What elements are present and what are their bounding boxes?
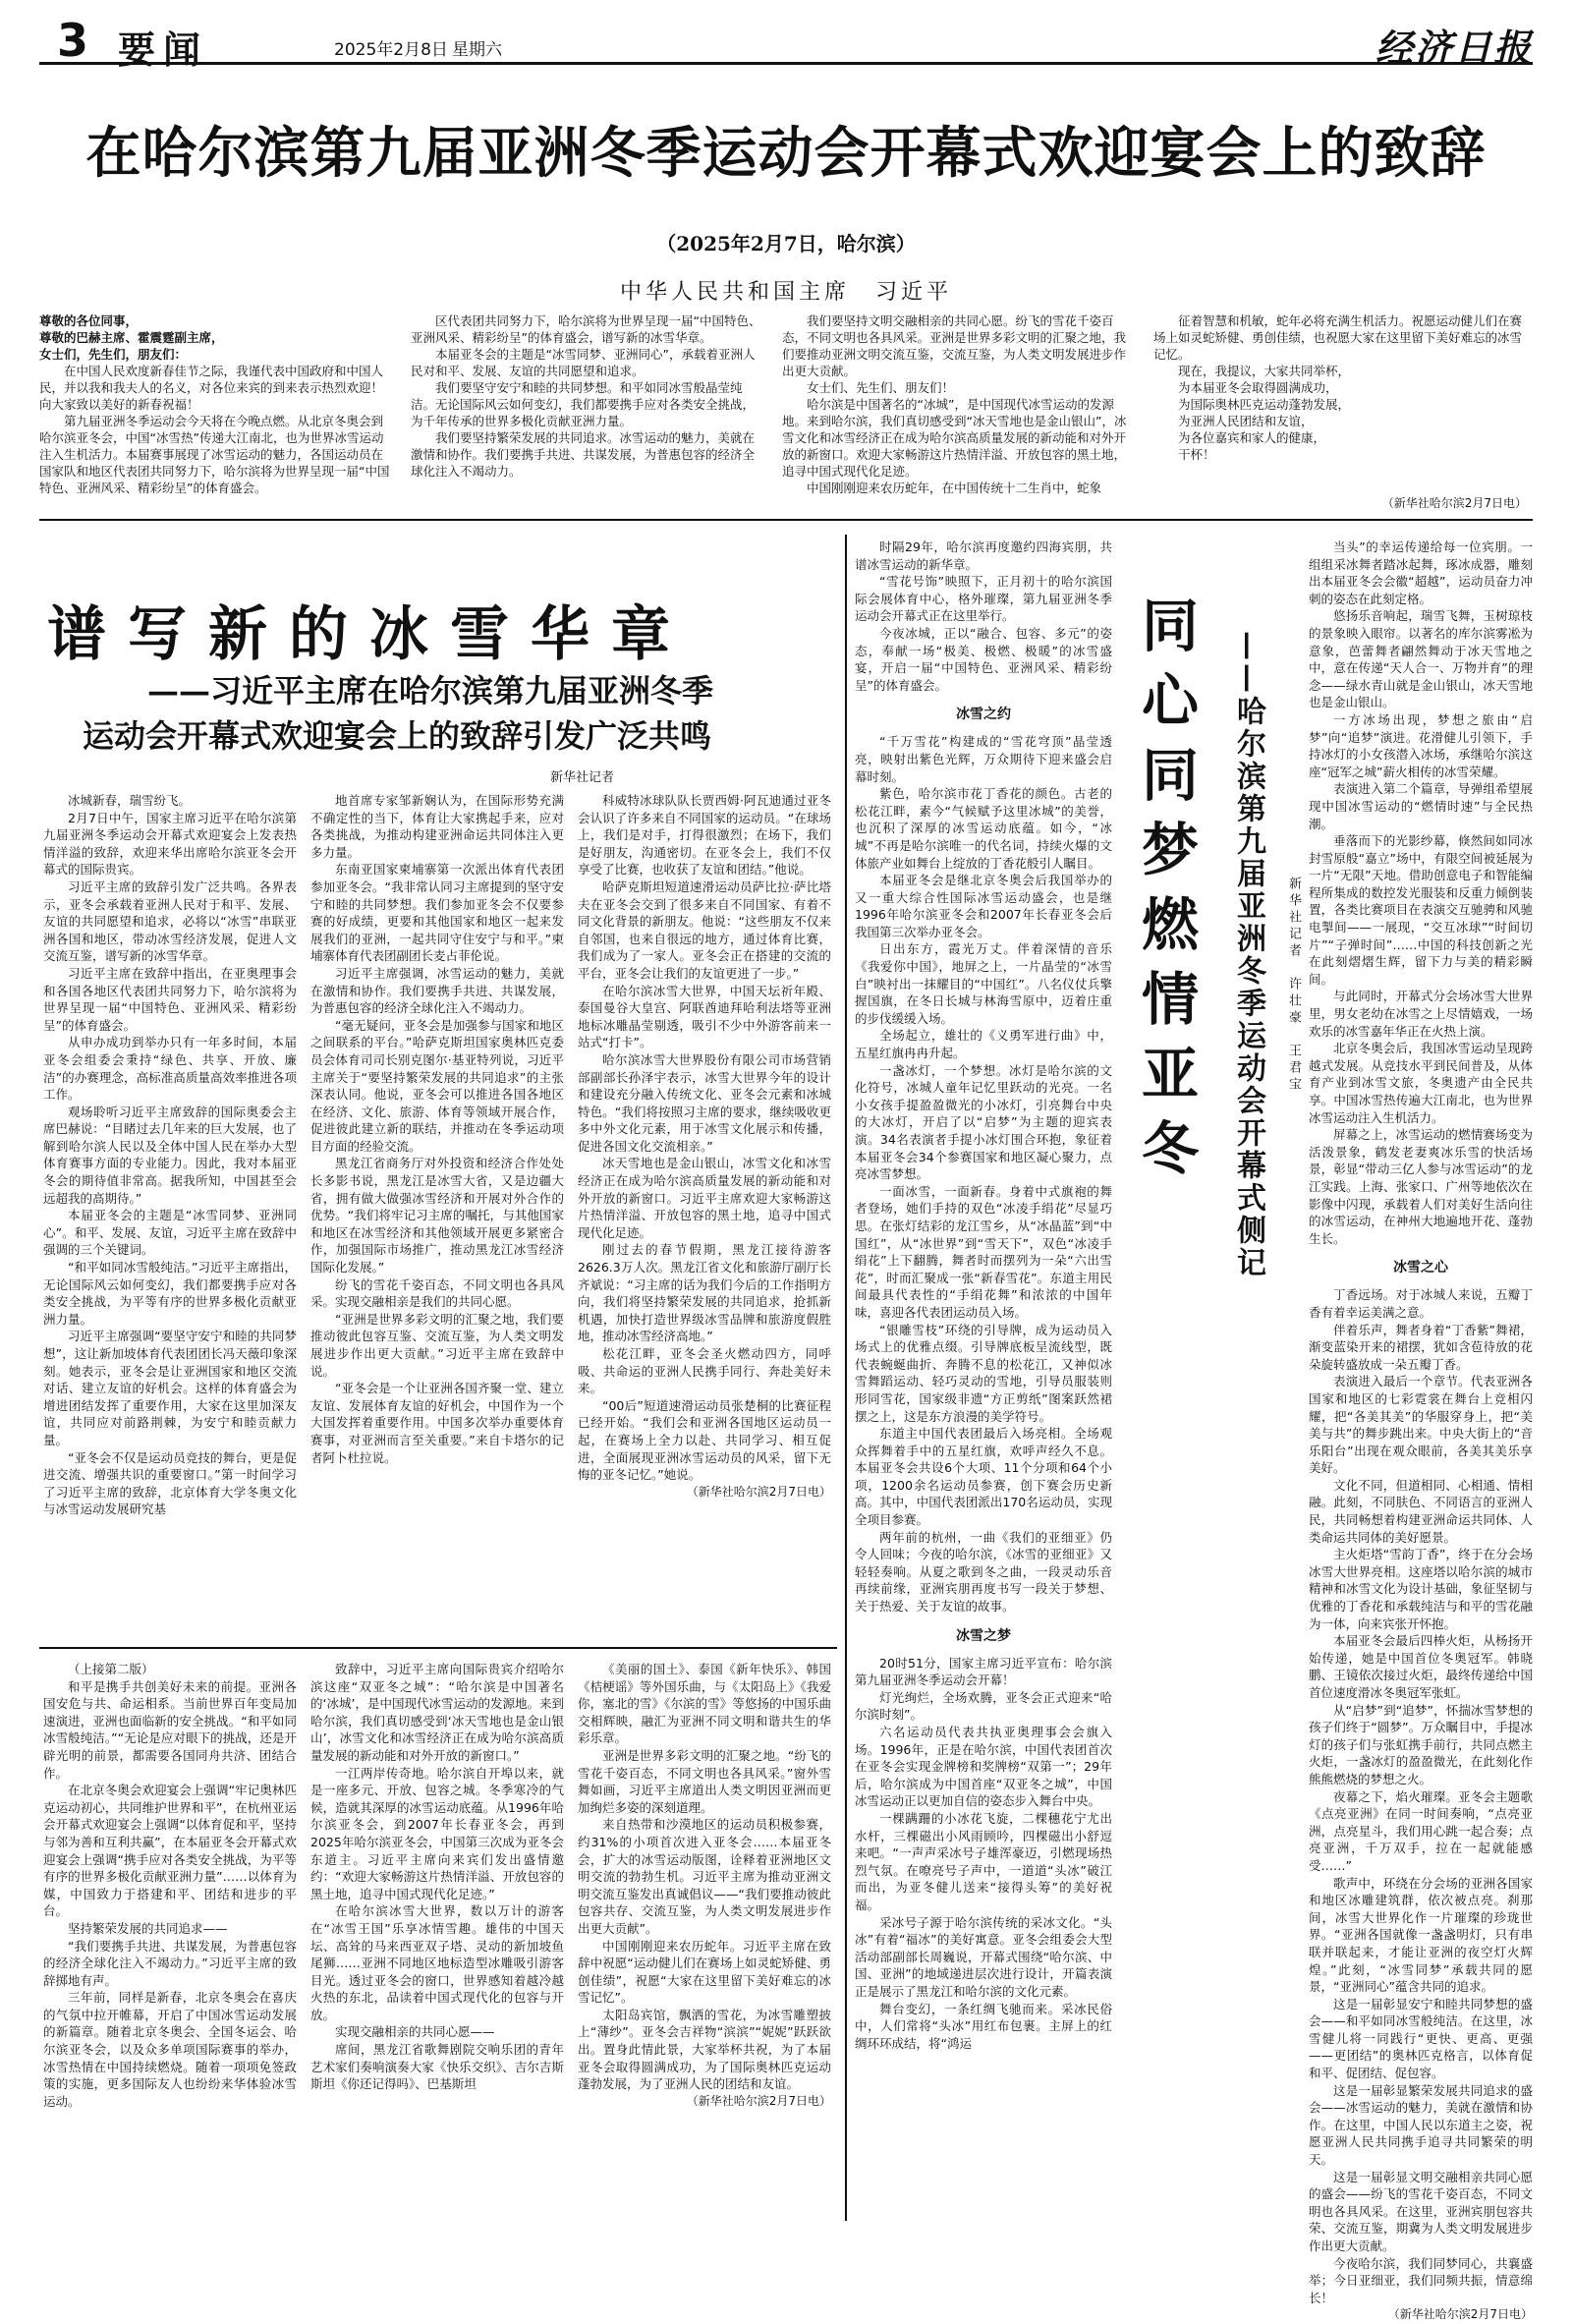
paragraph: 《美丽的国土》、泰国《新年快乐》、韩国《桔梗谣》等外国乐曲，与《太阳岛上》《我爱你，塞北的雪》《尔滨的雪》等悠扬的中国乐曲交相辉映，融汇为亚洲不同文明和谐共生的华彩乐章。 xyxy=(578,1662,831,1746)
paragraph: 哈尔滨是中国著名的“冰城”，是中国现代冰雪运动的发源地。来到哈尔滨，我们真切感受到“冰天雪地也是金山银山”，冰雪文化和冰雪经济正在成为哈尔滨高质量发展的新动能和对外开放的新窗口。欢迎大家畅游这片热情洋溢、开放包容的黑土地，追寻中国式现代化足迹。 xyxy=(782,397,1127,479)
paragraph: 为亚洲人民团结和友谊， xyxy=(1178,414,1314,428)
paragraph: 为本届亚冬会取得圆满成功， xyxy=(1178,380,1338,395)
salutation-line: 尊敬的各位同事， xyxy=(39,313,139,328)
speech-column-4 xyxy=(1153,312,1533,509)
speech-column-1 xyxy=(39,312,393,509)
paragraph: 当头”的幸运传递给每一位宾朋。一组组采冰舞者踏冰起舞，琢冰成器，雕刻出本届亚冬会会徽“超越”，运动员奋力冲刺的姿态在此刻定格。 xyxy=(1309,539,1533,606)
right-article-column-1 xyxy=(855,538,1112,2221)
paragraph: 松花江畔，亚冬会圣火燃动四方，同呼吸、共命运的亚洲人民携手同行、奔赴美好未来。 xyxy=(578,1346,831,1396)
paragraph: 为各位嘉宾和家人的健康， xyxy=(1178,430,1326,445)
paragraph: 实现交融相亲的共同心愿—— xyxy=(335,2024,495,2040)
continuation-column-1 xyxy=(43,1661,297,2217)
paragraph: 干杯！ xyxy=(1178,447,1215,462)
paragraph: 纷飞的雪花千姿百态，不同文明也各具风采。实现交融相亲是我们的共同心愿。 xyxy=(310,1276,564,1310)
paragraph: 今夜冰城，正以“融合、包容、多元”的姿态，奉献一场“极美、极燃、极暖”的冰雪盛宴，开启一届“中国特色、亚洲风采、精彩纷呈”的体育盛会。 xyxy=(855,625,1112,693)
paragraph: 一面冰雪，一面新春。身着中式旗袍的舞者登场，她们手持的双色“冰凌手绢花”尽显巧思。在张灯结彩的龙江雪乡，从“冰晶蓝”到“中国红”，从“冰世界”到“雪天下”，双色“冰凌手绢花”上下翻腾，舞者时而摆列为一朵“六出雪花”，时而汇聚成一张“新春雪花”。东道主用民间最具代表性的“手绢花舞”和浓浓的中国年味，喜迎各代表团运动员入场。 xyxy=(855,1183,1112,1320)
paragraph: 紫色，哈尔滨市花丁香花的颜色。古老的松花江畔，素今“气候赋予这里冰城”的美誉，也沉积了深厚的冰雪运动底蕴。如今，“冰城”不再是哈尔滨唯一的代名词，持续火爆的文体旅产业如舞台上绽放的丁香花般引人瞩目。 xyxy=(855,786,1112,871)
speech-subtitle: （2025年2月7日，哈尔滨） xyxy=(656,232,916,255)
paragraph: 歌声中，环绕在分会场的亚洲各国家和地区冰雕建筑群，依次被点亮。刹那间，冰雪大世界化作一片璀璨的珍珑世界。“亚洲各国就像一盏盏明灯，只有串联并联起来，才能让亚洲的夜空灯火辉煌。”此刻，“冰雪同梦”承载共同的愿景，“亚洲同心”蕴含共同的追求。 xyxy=(1309,1875,1533,1995)
paragraph: 我们要坚守安宁和睦的共同梦想。和平如同冰雪般晶莹纯洁。无论国际风云如何变幻，我们都要携手应对各类安全挑战，为千年传承的世界多极化贡献亚洲力量。 xyxy=(411,380,756,428)
paragraph: 我们要坚持繁荣发展的共同追求。冰雪运动的魅力，美就在激情和协作。我们要携手共进、共谋发展，为普惠包容的经济全球化注入不竭动力。 xyxy=(411,430,756,479)
paragraph: 20时51分，国家主席习近平宣布：哈尔滨第九届亚洲冬季运动会开幕！ xyxy=(855,1655,1112,1688)
speech-column-2 xyxy=(411,312,764,509)
salutation-line: 女士们，先生们，朋友们： xyxy=(39,347,188,362)
paragraph: 冰天雪地也是金山银山，冰雪文化和冰雪经济正在成为哈尔滨高质量发展的新动能和对外开放的新窗口。习近平主席欢迎大家畅游这片热情洋溢、开放包容的黑土地，追寻中国式现代化足迹。 xyxy=(578,1156,831,1240)
paragraph: 一盏冰灯，一个梦想。冰灯是哈尔滨的文化符号，冰城人童年记忆里跃动的光亮。一名小女孩手提盈盈微光的小冰灯，引亮舞台中央的大冰灯，开启了以“启梦”为主题的迎宾表演。34名表演者手提小冰灯围合环抱，象征着本届亚冬会34个参赛国家和地区凝心聚力，点亮冰雪梦想。 xyxy=(855,1062,1112,1182)
paragraph: 一方冰场出现，梦想之旅由“启梦”向“追梦”演进。花滑健儿引领下，手持冰灯的小女孩潜入冰场，承继哈尔滨这座“冠军之城”薪火相传的冰雪荣耀。 xyxy=(1309,711,1533,779)
paragraph: 本届亚冬会最后四棒火炬，从杨扬开始传递，她是中国首位冬奥冠军。韩晓鹏、王镜依次接过火炬，最终传递给中国首位速度滑冰冬奥冠军张虹。 xyxy=(1309,1633,1533,1700)
paragraph: 悠扬乐音响起，瑞雪飞舞，玉树琼枝的景象映入眼帘。以著名的库尔滨雾凇为意象，芭蕾舞者翩然舞动于冰天雪地之中，意在传递“天人合一、万物并育”的理念——绿水青山就是金山银山，冰天雪地也是金山银山。 xyxy=(1309,608,1533,710)
paragraph: 黑龙江省商务厅对外投资和经济合作处处长多影书说，黑龙江是冰雪大省，又是边疆大省，拥有做大做强冰雪经济和开展对外合作的优势。“我们将牢记习主席的嘱托，与其他国家和地区在冰雪经济和其他领域开展更多紧密合作，加强国际市场推广，推动黑龙江冰雪经济国际化发展。” xyxy=(310,1156,564,1275)
paragraph: 席间，黑龙江省歌舞剧院交响乐团的青年艺术家们奏响演奏大家《快乐交织》、吉尔吉斯斯坦《你还记得吗》、巴基斯坦 xyxy=(310,2042,564,2092)
speech-credit: （新华社哈尔滨2月7日电） xyxy=(1381,496,1527,510)
paragraph: 与此同时，开幕式分会场冰雪大世界里，男女老幼在冰雪之上尽情嬉戏，一场欢乐的冰雪嘉年华正在火热上演。 xyxy=(1309,989,1533,1039)
left-article-column-3 xyxy=(578,792,831,1635)
continuation-credit: （新华社哈尔滨2月7日电） xyxy=(686,2093,831,2108)
left-article-column-1 xyxy=(43,792,297,1635)
paragraph: “亚冬会不仅是运动员竞技的舞台，更是促进交流、增强共识的重要窗口。”第一时间学习了习近平主席的致辞，北京体育大学冬奥文化与冰雪运动发展研究基 xyxy=(43,1449,297,1517)
paragraph: 我们要坚持文明交融相亲的共同心愿。纷飞的雪花千姿百态，不同文明也各具风采。亚洲是世界多彩文明的汇聚之地，我们要推动亚洲文明交流互鉴，交流互鉴，为人类文明发展进步作出更大贡献。 xyxy=(782,313,1127,378)
paragraph: 日出东方，霞光万丈。伴着深情的音乐《我爱你中国》，地屏之上，一片晶莹的“冰雪白”映衬出一抹耀目的“中国红”。八名仪仗兵擎握国旗，在冬日长城与林海雪原中，迈着庄重的步伐缓缓入场。 xyxy=(855,941,1112,1026)
paragraph: “雪花号饰”映照下，正月初十的哈尔滨国际会展体育中心，格外璀璨，第九届亚洲冬季运动会开幕式正在这里举行。 xyxy=(855,574,1112,624)
left-article-column-2 xyxy=(310,792,564,1635)
paragraph: 坚持繁荣发展的共同追求—— xyxy=(68,1920,228,1936)
speech-title: 在哈尔滨第九届亚洲冬季运动会开幕式欢迎宴会上的致辞 xyxy=(85,122,1487,186)
section-subhead: 冰雪之梦 xyxy=(956,1627,1011,1644)
paragraph: 今夜哈尔滨，我们同梦同心，共襄盛举；今日亚细亚，我们同频共振，情意绵长！ xyxy=(1309,2255,1533,2305)
left-article-title: 谱写新的冰雪华章 xyxy=(47,600,692,669)
paragraph: 垂落而下的光影纱幕，倏然间如同冰封雪原般“嘉立”场中，有限空间被延展为一片“无限”天地。借助创意电子和智能编程所集成的数控发光服装和反重力倾倒装置，各类比赛项目在表演交互驰骋和风驰电掣间——一展现，“交互冰球”“时间切片”“子弹时间”……中国的科技创新之光在此刻熠熠生辉，留下力与美的精彩瞬间。 xyxy=(1309,833,1533,987)
paragraph: 现在，我提议，大家共同举杯， xyxy=(1178,364,1351,378)
paragraph: 全场起立，雄壮的《义勇军进行曲》中，五星红旗冉冉升起。 xyxy=(855,1028,1112,1061)
paragraph: 北京冬奥会后，我国冰雪运动呈现跨越式发展。从竞技水平到民间普及，从体育产业到冰雪文旅，冬奥遗产由全民共享。中国冰雪热传遍大江南北，也为世界冰雪运动注入生机活力。 xyxy=(1309,1041,1533,1125)
paragraph: 区代表团共同努力下，哈尔滨将为世界呈现一届“中国特色、亚洲风采、精彩纷呈”的体育盛会，谱写新的冰雪华章。 xyxy=(411,313,761,345)
page-number: 3 xyxy=(57,14,89,67)
paragraph: 哈尔滨冰雪大世界股份有限公司市场营销部副部长孙泽宇表示，冰雪大世界今年的设计和建设充分融入传统文化、亚冬会元素和冰城特色。“我们将按照习主席的要求，继续吸收更多中外文化元素，用于冰雪文化展示和传播，促进各国文化交流相亲。” xyxy=(578,1051,831,1154)
speech-column-3 xyxy=(782,312,1136,509)
speech-author: 中华人民共和国主席 习近平 xyxy=(619,280,952,305)
paragraph: 习近平主席强调，冰雪运动的魅力，美就在激情和协作。我们要携手共进、共谋发展，为普惠包容的经济全球化注入不竭动力。 xyxy=(310,965,564,1016)
paragraph: 地首席专家邹新娴认为，在国际形势充满不确定性的当下，体育让大家携起手来，应对各类挑战，为推动构建亚洲命运共同体注入更多力量。 xyxy=(310,793,564,860)
left-article-subtitle-line1: ——习近平主席在哈尔滨第九届亚洲冬季 xyxy=(147,672,714,709)
paragraph: 在北京冬奥会欢迎宴会上强调“牢记奥林匹克运动初心，共同维护世界和平”，在杭州亚运会开幕式欢迎宴会上强调“以体育促和平，坚持与邻为善和互利共赢”，在本届亚冬会开幕式欢迎宴会上强调“携手应对各类安全挑战，为平等有序的世界多极化贡献亚洲力量”……以体育为媒，中国致力于搭建和平、团结和进步的平台。 xyxy=(43,1783,297,1919)
paragraph: 在哈尔滨冰雪大世界，中国天坛祈年殿、泰国曼谷大皇宫、阿联酋迪拜哈利法塔等亚洲地标冰雕晶莹剔透，吸引不少中外游客前来一站式“打卡”。 xyxy=(578,983,831,1050)
paragraph: “和平如同冰雪般纯洁。”习近平主席指出，无论国际风云如何变幻，我们都要携手应对各类安全挑战，为平等有序的世界多极化贡献亚洲力量。 xyxy=(43,1260,297,1327)
paragraph: 这是一届彰显文明交融相亲共同心愿的盛会——纷飞的雪花千姿百态，不同文明也各具风采。在这里，亚洲宾朋包容共荣、交流互鉴，期冀为人类文明发展进步作出更大贡献。 xyxy=(1309,2169,1533,2253)
salutation-line: 尊敬的巴赫主席、霍震霆副主席， xyxy=(39,330,224,345)
paragraph: “千万雪花”构建成的“雪花穹顶”晶莹透亮，映射出紫色光辉，万众期待下迎来盛会启幕时刻。 xyxy=(855,734,1112,784)
paragraph: 在哈尔滨冰雪大世界，数以万计的游客在“冰雪王国”乐享冰情雪趣。雄伟的中国天坛、高耸的马来西亚双子塔、灵动的新加坡鱼尾狮……亚洲不同地区地标造型冰雕吸引游客目光。透过亚冬会的窗口，世界感知着越冷越火热的东北，品读着中国式现代化的包容与开放。 xyxy=(310,1903,564,2022)
right-article-subtitle: ——哈尔滨第九届亚洲冬季运动会开幕式侧记 xyxy=(1231,631,1265,1279)
continuation-column-3 xyxy=(578,1661,831,2217)
paragraph: 观场聆听习近平主席致辞的国际奥委会主席巴赫说：“目睹过去几年来的巨大发展，也了解到哈尔滨人民以及全体中国人民在举办大型体育赛事方面的专业能力。因此，我对本届亚冬会的期待值非常高。据我所知，中国甚至会远超我的高期待。” xyxy=(43,1104,297,1206)
paragraph: “银雕雪枝”环绕的引导牌，成为运动员入场式上的优雅点缀。引导牌底板呈流线型，既代表蜿蜒曲折、奔腾不息的松花江，又神似冰雪舞蹈运动、轻巧灵动的雪地，引导员服装则形同雪花，国家级非遗“方正剪纸”图案跃然裙摆之上，这是东方浪漫的美学符号。 xyxy=(855,1322,1112,1424)
paragraph: 一棵蹒跚的小冰花飞旋，二棵穗花宁尤出水杆，三棵磁出小风雨顾吟，四棵磁出小舒逗来吧。“一声声采冰号子雄浑豪迈，引燃现场热烈气氛。在嘹亮号子声中，一道道“头冰”破江而出，为亚冬健儿送来“接得头筹”的美好祝福。 xyxy=(855,1810,1112,1912)
paragraph: 2月7日中午，国家主席习近平在哈尔滨第九届亚洲冬季运动会开幕式欢迎宴会上发表热情洋溢的致辞，欢迎来华出席哈尔滨亚冬会开幕式的国际贵宾。 xyxy=(43,810,297,878)
paragraph: 夜幕之下，焰火璀璨。亚冬会主题歌《点亮亚洲》在同一时间奏响，“点亮亚洲，点亮星斗，我们用心跳一起合奏；点亮亚洲，千万双手，拉在一起就能感受……” xyxy=(1309,1788,1533,1873)
paragraph: 舞台变幻，一条红绸飞驰而来。采冰民俗中，人们常将“头冰”用红布包裹。主屏上的红绸环环成结，将“鸿运 xyxy=(855,2001,1112,2051)
newspaper-masthead: 经济日报 xyxy=(1375,26,1533,70)
paragraph: 为国际奥林匹克运动蓬勃发展， xyxy=(1178,397,1351,412)
left-article-bottom-rule xyxy=(39,1647,837,1649)
left-article-subtitle-line2: 运动会开幕式欢迎宴会上的致辞引发广泛共鸣 xyxy=(83,717,712,755)
section-subhead: 冰雪之心 xyxy=(1393,1260,1448,1276)
paragraph: “亚洲是世界多彩文明的汇聚之地，我们要推动彼此包容互鉴、交流互鉴，为人类文明发展进步作出更大贡献。”习近平主席在致辞中说。 xyxy=(310,1311,564,1379)
paragraph: 亚洲是世界多彩文明的汇聚之地。“纷飞的雪花千姿百态，不同文明也各具风采。”窗外雪舞如画，习近平主席道出人类文明因亚洲而更加绚烂多姿的深刻道理。 xyxy=(578,1747,831,1815)
paragraph: 本届亚冬会的主题是“冰雪同梦、亚洲同心”，承载着亚洲人民对和平、发展、友谊的共同愿望和追求。 xyxy=(411,347,756,378)
paragraph: 来自热带和沙漠地区的运动员积极参赛，约31%的小项首次进入亚冬会……本届亚冬会，扩大的冰雪运动版图，诠释着亚洲地区文明交流的勃勃生机。习近平主席为推动亚洲文明交流互鉴发出真诚倡议——“我们要推动彼此包容共存、交流互鉴，为人类文明发展进步作出更大贡献”。 xyxy=(578,1817,831,1936)
dateline-credit: （新华社哈尔滨2月7日电） xyxy=(1387,2307,1533,2322)
paragraph: 这是一届彰显繁荣发展共同追求的盛会——冰雪运动的魅力，美就在激情和协作。在这里，中国人民以东道主之姿，祝愿亚洲人民共同携手追寻共同繁荣的明天。 xyxy=(1309,2082,1533,2168)
column-divider xyxy=(845,535,847,2221)
paragraph: 征着智慧和机敏，蛇年必将充满生机活力。祝愿运动健儿们在赛场上如灵蛇矫健、勇创佳绩，也祝愿大家在这里留下美好难忘的冰雪记忆。 xyxy=(1153,313,1523,362)
right-article-credit: 新华社记者 许壮豪 王君宝 xyxy=(1286,877,1301,1094)
paragraph: 习近平主席强调“要坚守安宁和睦的共同梦想”，这让新加坡体育代表团团长冯天薇印象深刻。她表示，亚冬会是让亚洲国家和地区交流对话、建立友谊的好机会。这样的体育盛会为增进团结发挥了重要作用，大家在这里加深友谊，共同应对前路荆棘，为安宁和睦贡献力量。 xyxy=(43,1329,297,1447)
paragraph: 一江两岸传奇地。哈尔滨自开埠以来，就是一座多元、开放、包容之城。冬季寒冷的气候，造就其深厚的冰雪运动底蕴。从1996年哈尔滨亚冬会，到2007年长春亚冬会，再到2025年哈尔滨亚冬会，中国第三次成为亚冬会东道主。习近平主席向来宾们发出盛情邀约：“欢迎大家畅游这片热情洋溢、开放包容的黑土地，追寻中国式现代化足迹。” xyxy=(310,1765,564,1901)
paragraph: 和平是携手共创美好未来的前提。亚洲各国安危与共、命运相系。当前世界百年变局加速演进，亚洲也面临新的安全挑战。“和平如同冰雪般纯洁。”“无论是应对眼下的挑战，还是开辟光明的前景，都需要各国同舟共济、团结合作。 xyxy=(43,1678,297,1781)
paragraph: 第九届亚洲冬季运动会今天将在今晚点燃。从北京冬奥会到哈尔滨亚冬会，中国“冰雪热”传递大江南北，也为世界冰雪运动注入生机活力。本届赛事展现了冰雪运动的魅力，各国运动员在国家队和地区代表团共同努力下，哈尔滨将为世界呈现一届“中国特色、亚洲风采、精彩纷呈”的体育盛会。 xyxy=(39,414,390,495)
right-article-column-2 xyxy=(1309,538,1533,2322)
right-article-title: 同心同梦燃情亚冬 xyxy=(1132,595,1199,1193)
continuation-column-2 xyxy=(310,1661,564,2217)
paragraph: 本届亚冬会是继北京冬奥会后我国举办的又一重大综合性国际冰雪运动盛会，也是继1996年哈尔滨亚冬会和2007年长春亚冬会后我国第三次举办亚冬会。 xyxy=(855,873,1112,939)
paragraph: 屏幕之上，冰雪运动的燃情赛场变为活泼景象，鹤发老妻爽冰乐雪的快活场景，彰显“带动三亿人参与冰雪运动”的龙江实践。上海、张家口、广州等地依次在影像中闪现，承载着人们对美好生活向往的冰雪运动，在神州大地遍地开花、蓬勃生长。 xyxy=(1309,1127,1533,1246)
paragraph: 致辞中，习近平主席向国际贵宾介绍哈尔滨这座“双亚冬之城”：“哈尔滨是中国著名的‘冰城’，是中国现代冰雪运动的发源地。来到哈尔滨，我们真切感受到‘冰天雪地也是金山银山’，冰雪文化和冰雪经济正在成为哈尔滨高质量发展的新动能和对外开放的新窗口。” xyxy=(310,1662,564,1763)
left-article-credit: 新华社记者 xyxy=(550,770,615,785)
dateline-credit: （新华社哈尔滨2月7日电） xyxy=(686,1484,831,1499)
paragraph: “00后”短道速滑运动员张楚桐的比赛征程已经开始。“我们会和亚洲各国地区运动员一起，在赛场上全力以赴、共同学习、相互促进，全面展现亚洲冰雪运动员的风采，留下无悔的亚冬记忆。”她说。 xyxy=(578,1397,831,1483)
paragraph: 东道主中国代表团最后入场亮相。全场观众挥舞着手中的五星红旗，欢呼声经久不息。本届亚冬会共设6个大项、11个分项和64个小项，1200余名运动员参赛，创下赛会历史新高。其中，中国代表团派出170名运动员，实现全项目参赛。 xyxy=(855,1426,1112,1528)
paragraph: 主火炬塔“雪韵丁香”，终于在分会场冰雪大世界亮相。这座塔以哈尔滨的城市精神和冰雪文化为设计基础，象征坚韧与优雅的丁香花和承载纯洁与和平的雪花融为一体，向来宾张开怀抱。 xyxy=(1309,1547,1533,1631)
paragraph: 中国刚刚迎来农历蛇年，在中国传统十二生肖中，蛇象 xyxy=(807,481,1102,495)
paragraph: “亚冬会是一个让亚洲各国齐聚一堂、建立友谊、发展体育友谊的好机会，中国作为一个大国发挥着重要作用。中国多次举办重要体育赛事，对亚洲而言至关重要。”来自卡塔尔的记者阿卜杜拉说。 xyxy=(310,1381,564,1465)
paragraph: 表演进入第二个篇章，导弹组希望展现中国冰雪运动的“燃情时速”与全民热潮。 xyxy=(1309,781,1533,831)
paragraph: 中国刚刚迎来农历蛇年。习近平主席在致辞中祝愿“运动健儿们在赛场上如灵蛇矫健、勇创佳绩”，祝愿“大家在这里留下美好难忘的冰雪记忆”。 xyxy=(578,1938,831,2006)
paragraph: “我们要携手共进、共谋发展，为普惠包容的经济全球化注入不竭动力。”习近平主席的致辞掷地有声。 xyxy=(43,1938,297,1988)
issue-date: 2025年2月8日 xyxy=(334,40,448,60)
section-name: 要闻 xyxy=(118,28,209,72)
paragraph: 刚过去的春节假期，黑龙江接待游客2626.3万人次。黑龙江省文化和旅游厅副厅长齐斌说：“习主席的话为我们今后的工作指明方向，我们将坚持繁荣发展的共同追求，抢抓新机遇，加快打造世界级冰雪品牌和旅游度假胜地，推动冰雪经济高地。” xyxy=(578,1242,831,1344)
paragraph: 女士们、先生们、朋友们！ xyxy=(807,380,955,395)
paragraph: 本届亚冬会的主题是“冰雪同梦、亚洲同心”。和平、发展、友谊，习近平主席在致辞中强调的三个关键词。 xyxy=(43,1208,297,1258)
paragraph: 三年前，同样是新春，北京冬奥会在喜庆的气氛中拉开帷幕，开启了中国冰雪运动发展的新篇章。随着北京冬奥会、全国冬运会、哈尔滨亚冬会，以及众多单项国际赛事的举办，冰雪热情在中国持续燃烧。随着一项项免签政策的实施，更多国际友人也纷纷来华体验冰雪运动。 xyxy=(43,1990,297,2109)
paragraph: 冰城新春，瑞雪纷飞。 xyxy=(68,793,192,808)
paragraph: 伴着乐声，舞者身着“丁香紫”舞裙，渐变蓝染开来的裙摆，犹如含苞待放的花朵旋转盛放成一朵五瓣丁香。 xyxy=(1309,1322,1533,1372)
paragraph: 这是一届彰显安宁和睦共同梦想的盛会——和平如同冰雪般纯洁。在这里，冰雪健儿将一同践行“更快、更高、更强——更团结”的奥林匹克格言，以体育促和平、促团结、促包容。 xyxy=(1309,1996,1533,2081)
paragraph: 表演进入最后一个章节。代表亚洲各国家和地区的七彩霓裳在舞台上竞相闪耀，把“各美其美”的华服穿身上，把“美美与共”的舞步跳出来。中央大街上的“音乐阳台”出现在观众眼前，各美其美乐享美好。 xyxy=(1309,1374,1533,1476)
paragraph: 灯光绚烂，全场欢腾，亚冬会正式迎来“哈尔滨时刻”。 xyxy=(855,1689,1112,1723)
paragraph: 六名运动员代表共执亚奥理事会会旗入场。1996年，正是在哈尔滨，中国代表团首次在亚冬会实现金牌榜和奖牌榜“双第一”；29年后，哈尔滨成为中国首座“双亚冬之城”，中国冰雪运动正以更加自信的姿态步入舞台中央。 xyxy=(855,1725,1112,1809)
paragraph: 太阳岛宾馆，飘洒的雪花，为冰雪雕塑披上“薄纱”。亚冬会吉祥物“滨滨”“妮妮”跃跃欲出。置身此情此景，大家举杯共祝，为了本届亚冬会取得圆满成功，为了国际奥林匹克运动蓬勃发展，为了亚洲人民的团结和友谊。 xyxy=(578,2007,831,2092)
page-header xyxy=(39,14,1533,72)
paragraph: 习近平主席在致辞中指出，在亚奥理事会和各国各地区代表团共同努力下，哈尔滨将为世界呈现一届“中国特色、亚洲风采、精彩纷呈”的体育盛会。 xyxy=(43,965,297,1033)
paragraph: 科威特冰球队队长贾西姆·阿瓦迪通过亚冬会认识了许多来自不同国家的运动员。“在球场上，我们是对手，打得很激烈；在场下，我们是好朋友，沟通密切。在亚冬会上，我们不仅享受了比赛，也收获了友谊和团结。”他说。 xyxy=(578,793,831,878)
paragraph: “毫无疑问，亚冬会是加强参与国家和地区之间联系的平台。”哈萨克斯坦国家奥林匹克委员会体育司司长别克图尔·基亚特列说，习近平主席关于“要坚持繁荣发展的共同追求”的主张深表认同。他说，亚冬会可以推进各国各地区在经济、文化、旅游、体育等领域开展合作，促进彼此建立新的联结，并推动在冬季运动项目方面的经验交流。 xyxy=(310,1017,564,1154)
paragraph: 丁香远场。对于冰城人来说，五瓣丁香有着幸运美满之意。 xyxy=(1309,1287,1533,1320)
paragraph: 东南亚国家柬埔寨第一次派出体育代表团参加亚冬会。“我非常认同习主席提到的坚守安宁和睦的共同梦想。我们参加亚冬会不仅要参赛的好成绩，更要和其他国家和地区一起来发展我们的亚洲，一起共同守住安宁与和平。”柬埔寨体育代表团副团长麦占菲伦说。 xyxy=(310,862,564,964)
section-subhead: 冰雪之约 xyxy=(956,707,1011,723)
paragraph: 从申办成功到举办只有一年多时间，本届亚冬会组委会秉持“绿色、共享、开放、廉洁”的办赛理念，高标准高质量高效率推进各项工作。 xyxy=(43,1035,297,1103)
paragraph: 哈萨克斯坦短道速滑运动员萨比拉·萨比塔夫在亚冬会交到了很多来自不同国家、有着不同文化背景的新朋友。他说：“这些朋友不仅来自邻国，也来自很远的地方，通过体育比赛，我们成为了一家人。亚冬会正在搭建的交流的平台，亚冬会让我们的友谊更进了一步。” xyxy=(578,879,831,981)
paragraph: 习近平主席的致辞引发广泛共鸣。各界表示，亚冬会承载着亚洲人民对于和平、发展、友谊的共同愿望和追求，必将以“冰雪”串联亚洲各国和地区，带动冰雪经济发展，促进人文交流互鉴，谱写新的冰雪华章。 xyxy=(43,879,297,964)
speech-body xyxy=(39,312,1533,521)
issue-weekday: 星期六 xyxy=(452,40,502,60)
paragraph: 在中国人民欢度新春佳节之际，我谨代表中国政府和中国人民，并以我和我夫人的名义，对各位来宾的到来表示热烈欢迎！向大家致以美好的新春祝福！ xyxy=(39,364,384,412)
paragraph: 两年前的杭州，一曲《我们的亚细亚》仍令人回味；今夜的哈尔滨，《冰雪的亚细亚》又轻轻奏响。从夏之歌到冬之曲，一段灵动乐音再续前缘，亚洲宾朋再度书写一段关于梦想、关于热爱、关于友谊的故事。 xyxy=(855,1529,1112,1615)
paragraph: （上接第二版） xyxy=(68,1662,154,1676)
paragraph: 从“启梦”到“追梦”，怀揣冰雪梦想的孩子们终于“圆梦”。万众瞩目中，手提冰灯的孩子们与张虹携手前行，共同点燃主火炬，一盏冰灯的盈盈微光，在此刻化作熊熊燃烧的梦想之火。 xyxy=(1309,1702,1533,1786)
paragraph: 时隔29年，哈尔滨再度邀约四海宾朋，共谱冰雪运动的新华章。 xyxy=(855,539,1112,572)
paragraph: 采冰号子源于哈尔滨传统的采冰文化。“头冰”有着“福冰”的美好寓意。亚冬会组委会大型活动部副部长周巍说，开幕式围绕“哈尔滨、中国、亚洲”的地域递进层次进行设计，开篇表演正是展示了黑龙江和哈尔滨的文化元素。 xyxy=(855,1914,1112,1999)
paragraph: 文化不同，但道相同、心相通、情相融。此刻，不同肤色、不同语言的亚洲人民，共同畅想着构建亚洲命运共同体、人类命运共同体的美好愿景。 xyxy=(1309,1477,1533,1545)
